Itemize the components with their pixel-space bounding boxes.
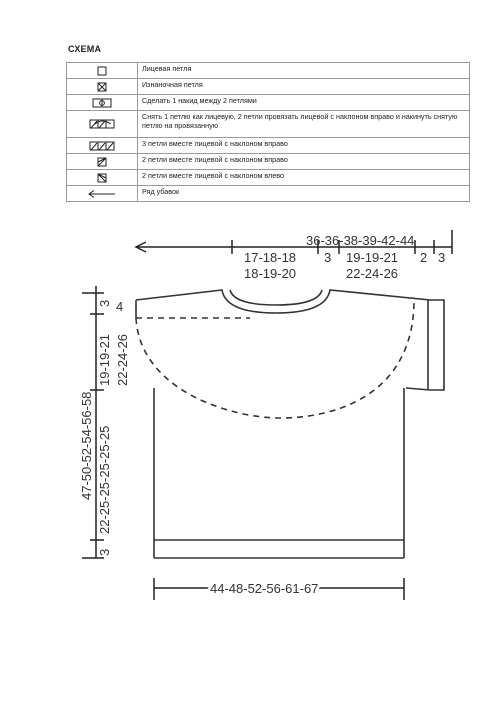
legend-row xyxy=(67,154,470,170)
legend-row xyxy=(67,63,470,79)
legend-row xyxy=(67,170,470,186)
legend-row xyxy=(67,111,470,138)
body-length-label: 22-25-25-25-25-25 xyxy=(97,425,112,534)
yoke-depth-label-2: 22-24-26 xyxy=(115,333,130,386)
legend-label: 2 петли вместе лицевой с наклоном влево xyxy=(138,170,470,186)
legend-row xyxy=(67,79,470,95)
neck-width-label-2: 18-19-20 xyxy=(244,266,297,281)
legend-row xyxy=(67,95,470,111)
scheme-title: СХЕМА xyxy=(68,44,102,54)
top-total-label: 36-36-38-39-42-44 xyxy=(306,233,415,248)
bottom-width-label: 44-48-52-56-61-67 xyxy=(210,581,319,596)
slip-knit-pass-icon xyxy=(89,119,115,129)
garment-schematic xyxy=(0,220,500,620)
yoke-depth-label-1: 19-19-21 xyxy=(97,333,112,386)
legend-label: 3 петли вместе лицевой с наклоном вправо xyxy=(138,138,470,154)
knit-stitch-icon xyxy=(96,66,108,76)
k3tog-right-icon xyxy=(89,141,115,151)
legend-row xyxy=(67,186,470,202)
left-top-seg-label: 3 xyxy=(97,299,112,307)
left-bottom-seg-label: 3 xyxy=(97,548,112,556)
k2tog-right-icon xyxy=(96,157,108,167)
k2tog-left-icon xyxy=(96,173,108,183)
legend-label: 2 петли вместе лицевой с наклоном вправо xyxy=(138,154,470,170)
total-length-label: 47-50-52-54-56-58 xyxy=(79,391,94,500)
yoke-dashed-lines xyxy=(136,300,414,418)
sleeve-seg-label-2: 2 xyxy=(420,250,428,265)
legend-row xyxy=(67,138,470,154)
legend-label: Изнаночная петля xyxy=(138,79,470,95)
sweater-outline xyxy=(136,290,444,558)
shoulder-drop-label: 4 xyxy=(116,299,124,314)
legend-label: Снять 1 петлю как лицевую, 2 петли провязать лицевой с наклоном вправо и накинуть снятую петлю на провязанную xyxy=(138,111,470,138)
legend-label: Сделать 1 накид между 2 петлями xyxy=(138,95,470,111)
legend-label: Лицевая петля xyxy=(138,63,470,79)
decrease-row-arrow-icon xyxy=(87,189,117,199)
neck-side-label: 3 xyxy=(324,250,332,265)
legend-table xyxy=(66,62,470,202)
sleeve-seg-label-3: 3 xyxy=(438,250,446,265)
shoulder-width-label-1: 19-19-21 xyxy=(346,250,399,265)
purl-stitch-icon xyxy=(96,82,108,92)
legend-label: Ряд убавок xyxy=(138,186,470,202)
yarn-over-icon xyxy=(92,98,112,108)
shoulder-width-label-2: 22-24-26 xyxy=(346,266,399,281)
neck-width-label-1: 17-18-18 xyxy=(244,250,297,265)
